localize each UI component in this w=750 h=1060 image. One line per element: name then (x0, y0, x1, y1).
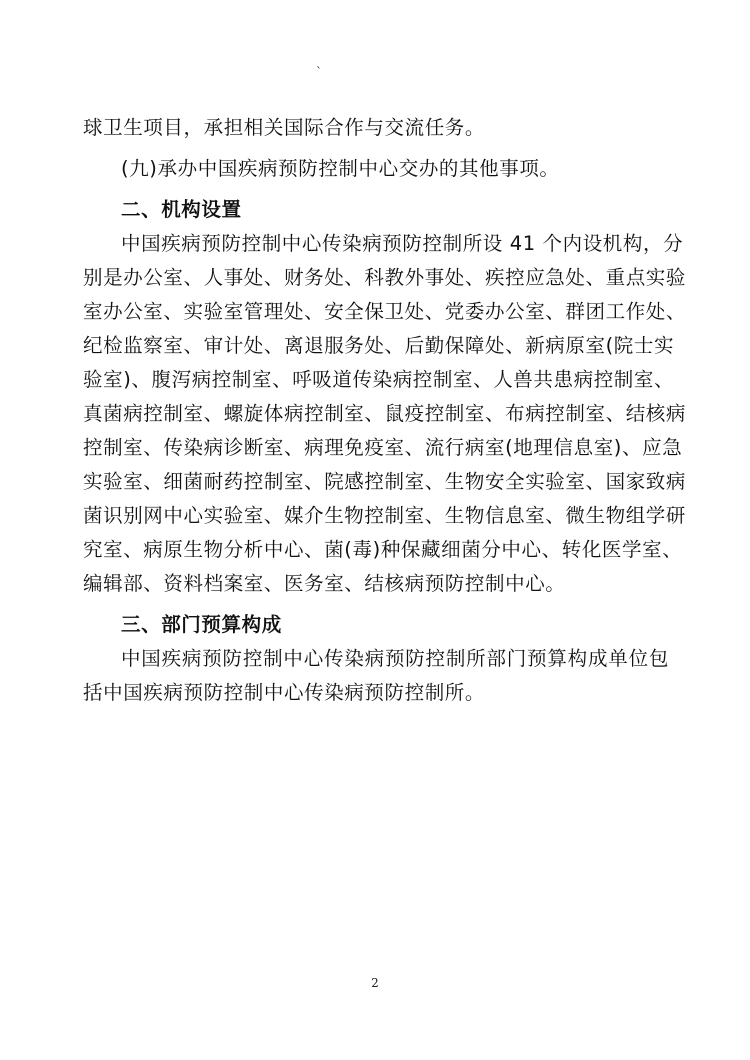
paragraph-line: 室办公室、实验室管理处、安全保卫处、党委办公室、群团工作处、 (83, 300, 687, 323)
paragraph-line: 纪检监察室、审计处、离退服务处、后勤保障处、新病原室(院士实 (83, 334, 675, 357)
top-mark: ` (316, 65, 322, 79)
paragraph-line: 中国疾病预防控制中心传染病预防控制所部门预算构成单位包 (121, 647, 669, 670)
section-heading: 三、部门预算构成 (121, 613, 282, 636)
paragraph-line: 验室)、腹泻病控制室、呼吸道传染病控制室、人兽共患病控制室、 (83, 368, 675, 391)
paragraph-line: 中国疾病预防控制中心传染病预防控制所设 41 个内设机构，分 (121, 232, 684, 255)
paragraph-line: 真菌病控制室、螺旋体病控制室、鼠疫控制室、布病控制室、结核病 (83, 402, 687, 425)
paragraph-line: (九)承办中国疾病预防控制中心交办的其他事项。 (121, 157, 560, 180)
paragraph-line: 菌识别网中心实验室、媒介生物控制室、生物信息室、微生物组学研 (83, 504, 687, 527)
paragraph-line: 究室、病原生物分析中心、菌(毒)种保藏细菌分中心、转化医学室、 (83, 538, 683, 561)
paragraph-line: 实验室、细菌耐药控制室、院感控制室、生物安全实验室、国家致病 (83, 470, 687, 493)
paragraph-line: 括中国疾病预防控制中心传染病预防控制所。 (83, 681, 486, 704)
page-number: 2 (371, 976, 379, 990)
paragraph-line: 球卫生项目，承担相关国际合作与交流任务。 (83, 116, 486, 139)
paragraph-line: 别是办公室、人事处、财务处、科教外事处、疾控应急处、重点实验 (83, 266, 687, 289)
section-heading: 二、机构设置 (121, 198, 242, 221)
paragraph-line: 编辑部、资料档案室、医务室、结核病预防控制中心。 (83, 572, 566, 595)
paragraph-line: 控制室、传染病诊断室、病理免疫室、流行病室(地理信息室)、应急 (83, 436, 683, 459)
